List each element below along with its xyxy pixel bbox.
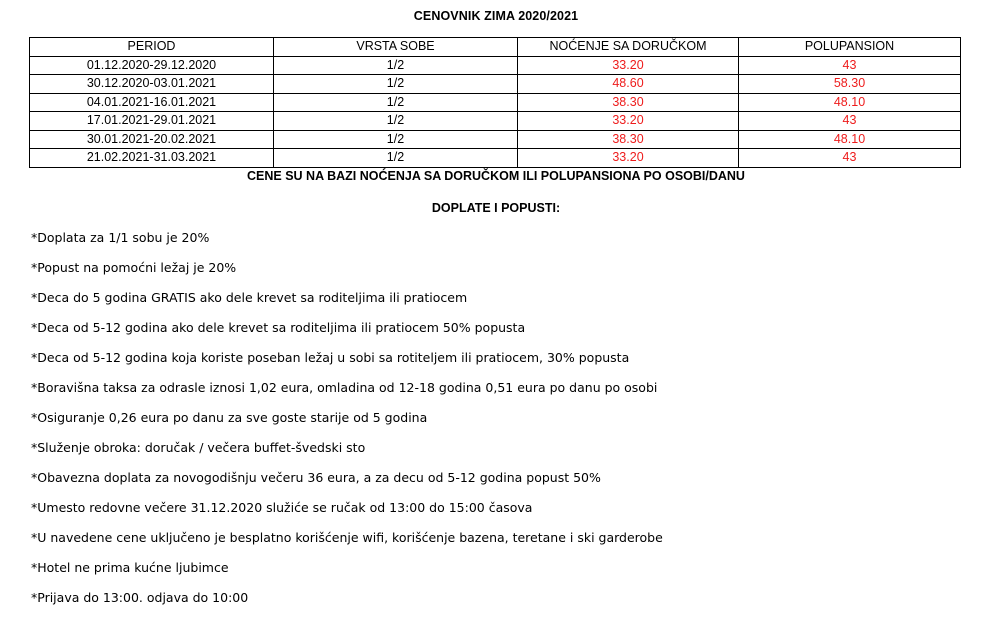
cell-half-board-price: 48.10 bbox=[739, 93, 961, 112]
table-header-row bbox=[30, 38, 961, 57]
table-row bbox=[30, 112, 961, 131]
list-item: *Boravišna taksa za odrasle iznosi 1,02 eura, omladina od 12-18 godina 0,51 eura po danu po osobi bbox=[31, 380, 658, 395]
cell-period: 30.01.2021-20.02.2021 bbox=[30, 130, 274, 149]
list-item: *Prijava do 13:00. odjava do 10:00 bbox=[31, 590, 249, 605]
header-room-type: VRSTA SOBE bbox=[274, 38, 518, 57]
cell-period: 01.12.2020-29.12.2020 bbox=[30, 56, 274, 75]
list-item: *Osiguranje 0,26 eura po danu za sve goste starije od 5 godina bbox=[31, 410, 428, 425]
cell-room-type: 1/2 bbox=[274, 130, 518, 149]
table-row bbox=[30, 56, 961, 75]
cell-period: 21.02.2021-31.03.2021 bbox=[30, 149, 274, 168]
cell-half-board-price: 58.30 bbox=[739, 75, 961, 94]
cell-bed-breakfast-price: 33.20 bbox=[518, 112, 739, 131]
header-period: PERIOD bbox=[30, 38, 274, 57]
cell-half-board-price: 43 bbox=[739, 56, 961, 75]
table-row bbox=[30, 93, 961, 112]
header-bed-breakfast: NOĆENJE SA DORUČKOM bbox=[518, 38, 739, 57]
cell-room-type: 1/2 bbox=[274, 149, 518, 168]
supplements-list bbox=[31, 230, 663, 620]
header-half-board: POLUPANSION bbox=[739, 38, 961, 57]
pricing-note: CENE SU NA BAZI NOĆENJA SA DORUČKOM ILI POLUPANSIONA PO OSOBI/DANU bbox=[247, 169, 745, 183]
cell-room-type: 1/2 bbox=[274, 56, 518, 75]
table-row bbox=[30, 75, 961, 94]
cell-bed-breakfast-price: 38.30 bbox=[518, 130, 739, 149]
list-item: *Doplata za 1/1 sobu je 20% bbox=[31, 230, 210, 245]
list-item: *Umesto redovne večere 31.12.2020 služiće se ručak od 13:00 do 15:00 časova bbox=[31, 500, 533, 515]
list-item: *U navedene cene uključeno je besplatno korišćenje wifi, korišćenje bazena, teretane i ski garderobe bbox=[31, 530, 663, 545]
cell-period: 17.01.2021-29.01.2021 bbox=[30, 112, 274, 131]
cell-period: 30.12.2020-03.01.2021 bbox=[30, 75, 274, 94]
cell-half-board-price: 48.10 bbox=[739, 130, 961, 149]
cell-half-board-price: 43 bbox=[739, 112, 961, 131]
list-item: *Deca od 5-12 godina ako dele krevet sa roditeljima ili pratiocem 50% popusta bbox=[31, 320, 526, 335]
cell-room-type: 1/2 bbox=[274, 93, 518, 112]
list-item: *Služenje obroka: doručak / večera buffet-švedski sto bbox=[31, 440, 366, 455]
table-row bbox=[30, 130, 961, 149]
cell-bed-breakfast-price: 33.20 bbox=[518, 149, 739, 168]
list-item: *Deca od 5-12 godina koja koriste poseban ležaj u sobi sa rotiteljem ili pratiocem, 30% popusta bbox=[31, 350, 630, 365]
cell-bed-breakfast-price: 48.60 bbox=[518, 75, 739, 94]
cell-room-type: 1/2 bbox=[274, 112, 518, 131]
table-row bbox=[30, 149, 961, 168]
cell-bed-breakfast-price: 33.20 bbox=[518, 56, 739, 75]
cell-bed-breakfast-price: 38.30 bbox=[518, 93, 739, 112]
list-item: *Popust na pomoćni ležaj je 20% bbox=[31, 260, 237, 275]
cell-room-type: 1/2 bbox=[274, 75, 518, 94]
list-item: *Hotel ne prima kućne ljubimce bbox=[31, 560, 229, 575]
cell-period: 04.01.2021-16.01.2021 bbox=[30, 93, 274, 112]
list-item: *Deca do 5 godina GRATIS ako dele krevet sa roditeljima ili pratiocem bbox=[31, 290, 468, 305]
page-title: CENOVNIK ZIMA 2020/2021 bbox=[413, 9, 579, 23]
list-item: *Obavezna doplata za novogodišnju večeru 36 eura, a za decu od 5-12 godina popust 50% bbox=[31, 470, 601, 485]
supplements-heading: DOPLATE I POPUSTI: bbox=[431, 201, 561, 215]
cell-half-board-price: 43 bbox=[739, 149, 961, 168]
price-table bbox=[29, 37, 961, 168]
